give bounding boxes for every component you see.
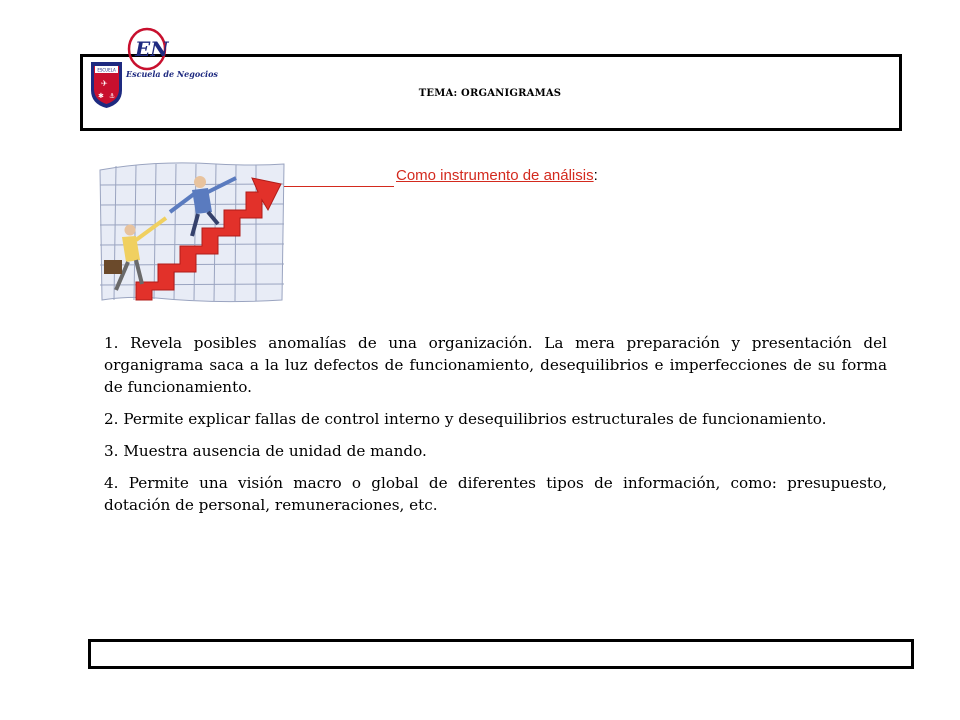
svg-text:EN: EN	[135, 37, 169, 61]
content-list	[104, 332, 887, 526]
list-item: 2. Permite explicar fallas de control interno y desequilibrios estructurales de funcionamiento.	[104, 410, 827, 428]
section-heading-colon: :	[593, 167, 598, 184]
list-item: 1. Revela posibles anomalías de una organización. La mera preparación y presentación del organigrama saca a la luz defectos de funcionamiento, desequilibrios e imperfecciones de su forma de funcionamiento.	[104, 334, 887, 396]
svg-text:✈: ✈	[101, 79, 108, 88]
section-heading	[396, 167, 598, 184]
footer-box	[88, 639, 914, 669]
svg-text:ESCUELA: ESCUELA	[97, 67, 116, 73]
growth-stairs-clipart	[96, 160, 286, 305]
school-shield-logo	[89, 60, 124, 110]
svg-text:✱: ✱	[98, 92, 104, 100]
list-item: 4. Permite una visión macro o global de diferentes tipos de información, como: presupuesto, dotación de personal, remuneraciones, etc.	[104, 474, 887, 514]
svg-text:⚓: ⚓	[109, 92, 116, 100]
logo-caption: Escuela de Negocios	[126, 69, 218, 79]
page-title: TEMA: ORGANIGRAMAS	[418, 88, 562, 99]
section-heading-text: Como instrumento de análisis	[396, 167, 594, 184]
list-item: 3. Muestra ausencia de unidad de mando.	[104, 442, 427, 460]
heading-rule	[284, 186, 394, 187]
